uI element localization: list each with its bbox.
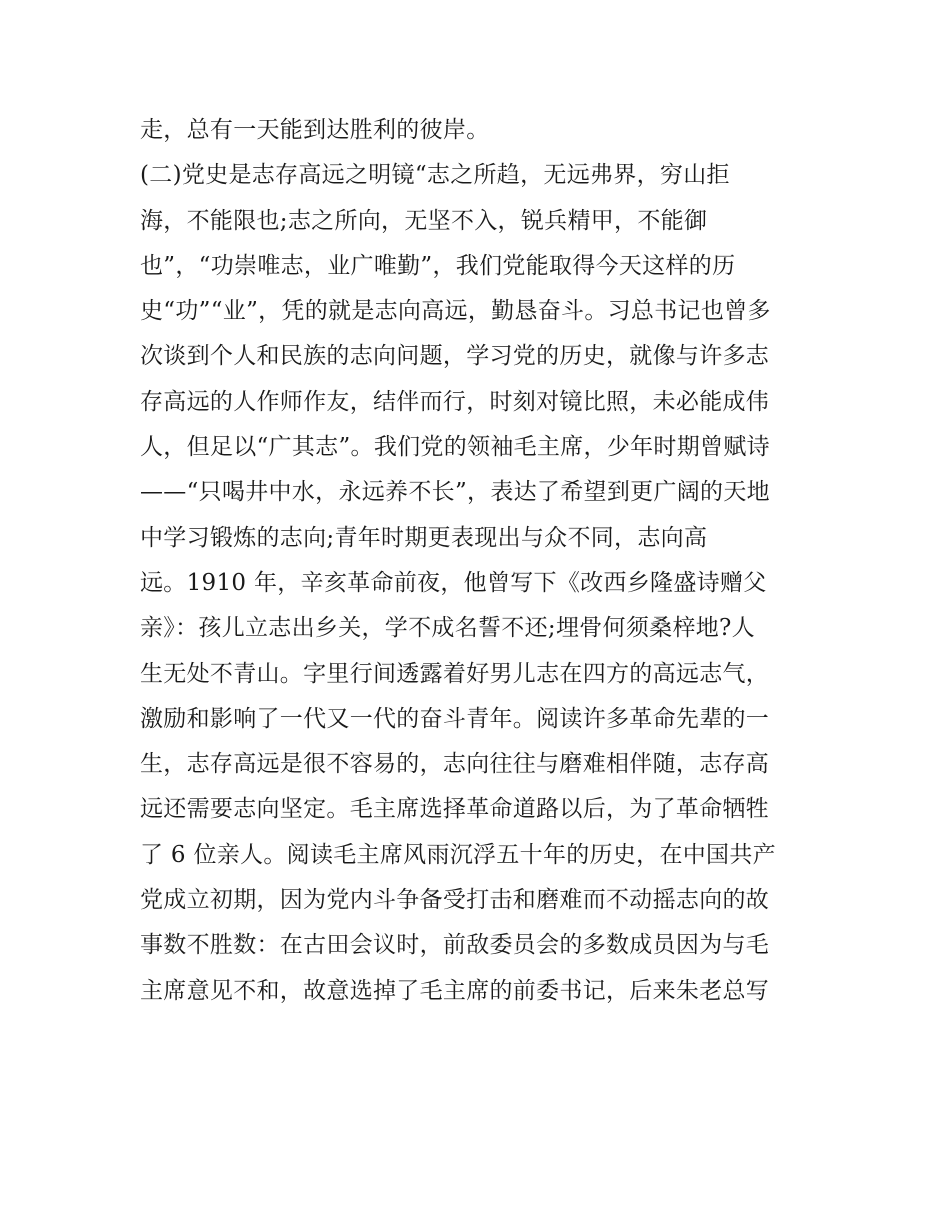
text-line: 存高远的人作师作友，结伴而行，时刻对镜比照，未必能成伟 xyxy=(140,388,770,415)
text-line: 人，但足以“广其志”。我们党的领袖毛主席，少年时期曾赋诗 xyxy=(140,434,770,461)
text-line: 远。1910 年，辛亥革命前夜，他曾写下《改西乡隆盛诗赠父 xyxy=(140,569,767,596)
text-line: 激励和影响了一代又一代的奋斗青年。阅读许多革命先辈的一 xyxy=(140,705,770,732)
text-line: 了 6 位亲人。阅读毛主席风雨沉浮五十年的历史，在中国共产 xyxy=(140,841,776,868)
text-line: 亲》：孩儿立志出乡关，学不成名誓不还;埋骨何须桑梓地?人 xyxy=(140,615,755,642)
text-line: 次谈到个人和民族的志向问题，学习党的历史，就像与许多志 xyxy=(140,343,770,370)
text-line: 中学习锻炼的志向;青年时期更表现出与众不同，志向高 xyxy=(140,524,708,551)
text-line: 也”，“功崇唯志，业广唯勤”，我们党能取得今天这样的历 xyxy=(140,252,736,279)
text-line: 事数不胜数：在古田会议时，前敌委员会的多数成员因为与毛 xyxy=(140,932,770,959)
text-line: 海，不能限也;志之所向，无坚不入，锐兵精甲，不能御 xyxy=(140,207,708,234)
text-line: 生无处不青山。字里行间透露着好男儿志在四方的高远志气， xyxy=(140,660,770,687)
text-line: 走，总有一天能到达胜利的彼岸。 xyxy=(140,117,490,143)
text-line: 史“功”“业”，凭的就是志向高远，勤恳奋斗。习总书记也曾多 xyxy=(140,298,771,325)
body-text xyxy=(140,108,820,1014)
text-line: 主席意见不和，故意选掉了毛主席的前委书记，后来朱老总写 xyxy=(140,977,770,1004)
text-line: (二)党史是志存高远之明镜“志之所趋，无远弗界，穷山拒 xyxy=(140,162,730,189)
text-line: 党成立初期，因为党内斗争备受打击和磨难而不动摇志向的故 xyxy=(140,887,770,914)
text-line: 生，志存高远是很不容易的，志向往往与磨难相伴随，志存高 xyxy=(140,751,770,778)
text-line: ——“只喝井中水，永远养不长”，表达了希望到更广阔的天地 xyxy=(140,479,770,506)
text-line: 远还需要志向坚定。毛主席选择革命道路以后，为了革命牺牲 xyxy=(140,796,770,823)
